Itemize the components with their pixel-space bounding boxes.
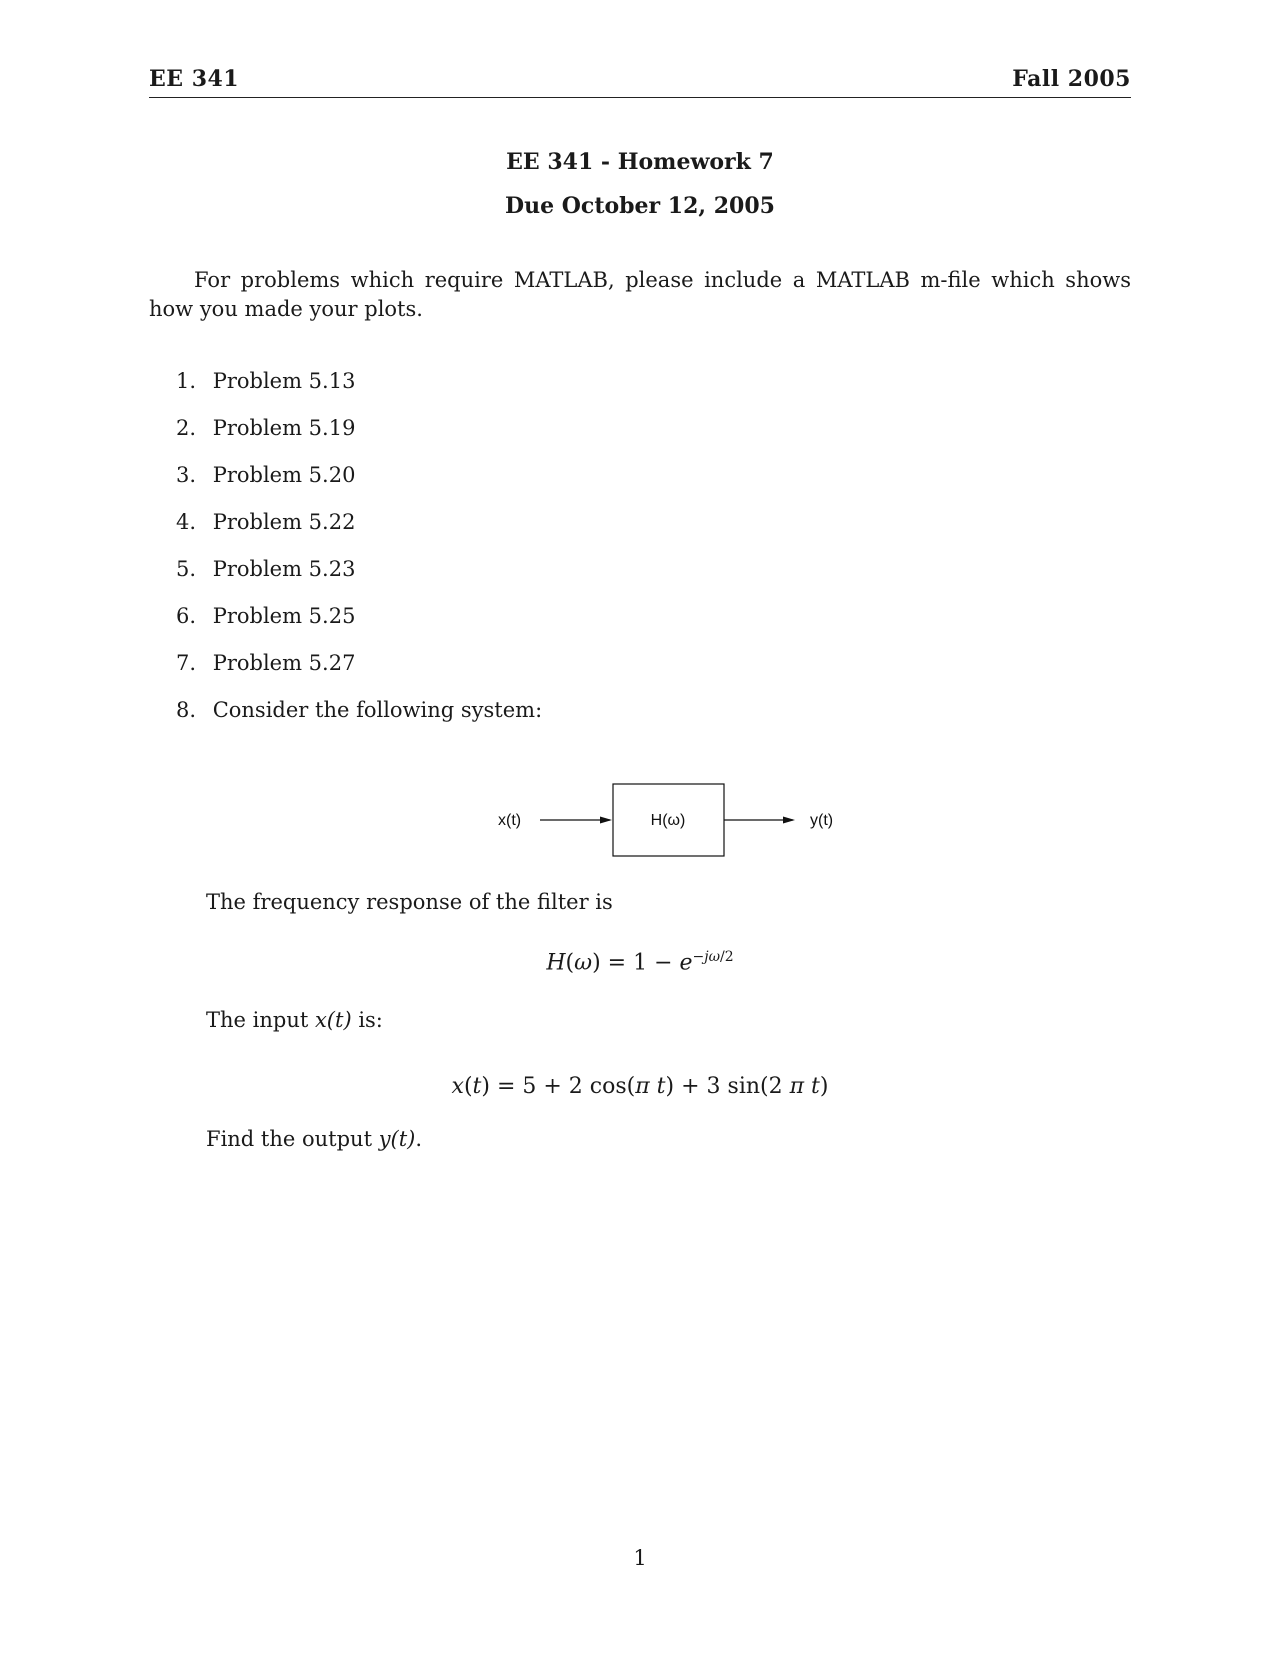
list-number: 3. [176, 463, 197, 487]
list-text: Problem 5.22 [212, 510, 356, 534]
header-rule [149, 97, 1131, 98]
filter-block-label: H(ω) [650, 812, 686, 829]
list-item [176, 507, 542, 554]
list-text: Problem 5.23 [212, 557, 356, 581]
list-text: Problem 5.25 [212, 604, 356, 628]
list-number: 1. [176, 369, 197, 393]
diagram-output-label: y(t) [810, 812, 834, 829]
diagram-input-label: x(t) [498, 812, 522, 829]
due-date: Due October 12, 2005 [505, 193, 775, 219]
output-variable: y(t) [378, 1127, 416, 1151]
list-item [176, 601, 542, 648]
list-number: 6. [176, 604, 197, 628]
list-number: 8. [176, 698, 197, 722]
input-arrowhead [600, 817, 612, 824]
list-item [176, 413, 542, 460]
input-variable: x(t) [314, 1008, 352, 1032]
list-number: 2. [176, 416, 197, 440]
list-number: 4. [176, 510, 197, 534]
list-text: Consider the following system: [212, 698, 543, 722]
input-statement: The input x(t) is: [206, 1008, 383, 1032]
page-number: 1 [633, 1546, 647, 1570]
output-question: Find the output y(t). [206, 1127, 423, 1151]
frequency-response-text: The frequency response of the filter is [206, 890, 613, 914]
header-course: EE 341 [149, 66, 240, 92]
system-block-diagram [490, 778, 850, 860]
list-item [176, 460, 542, 507]
list-number: 7. [176, 651, 197, 675]
list-number: 5. [176, 557, 197, 581]
list-item [176, 648, 542, 695]
page-title: EE 341 - Homework 7 [506, 149, 774, 175]
intro-paragraph: For problems which require MATLAB, please include a MATLAB m-file which shows how you made your plots. [149, 268, 1131, 321]
list-text: Problem 5.27 [212, 651, 356, 675]
output-arrowhead [783, 817, 795, 824]
list-text: Problem 5.20 [212, 463, 356, 487]
list-item [176, 695, 542, 742]
problem-list [176, 366, 542, 742]
list-text: Problem 5.13 [212, 369, 356, 393]
list-item [176, 554, 542, 601]
list-text: Problem 5.19 [212, 416, 356, 440]
list-item [176, 366, 542, 413]
input-equation: x(t) = 5 + 2 cos(π t) + 3 sin(2 π t) [451, 1074, 829, 1099]
frequency-response-equation: $H(\omega) = 1 - e^{-j\omega/2}$ [546, 949, 734, 976]
header-term: Fall 2005 [1012, 66, 1131, 92]
